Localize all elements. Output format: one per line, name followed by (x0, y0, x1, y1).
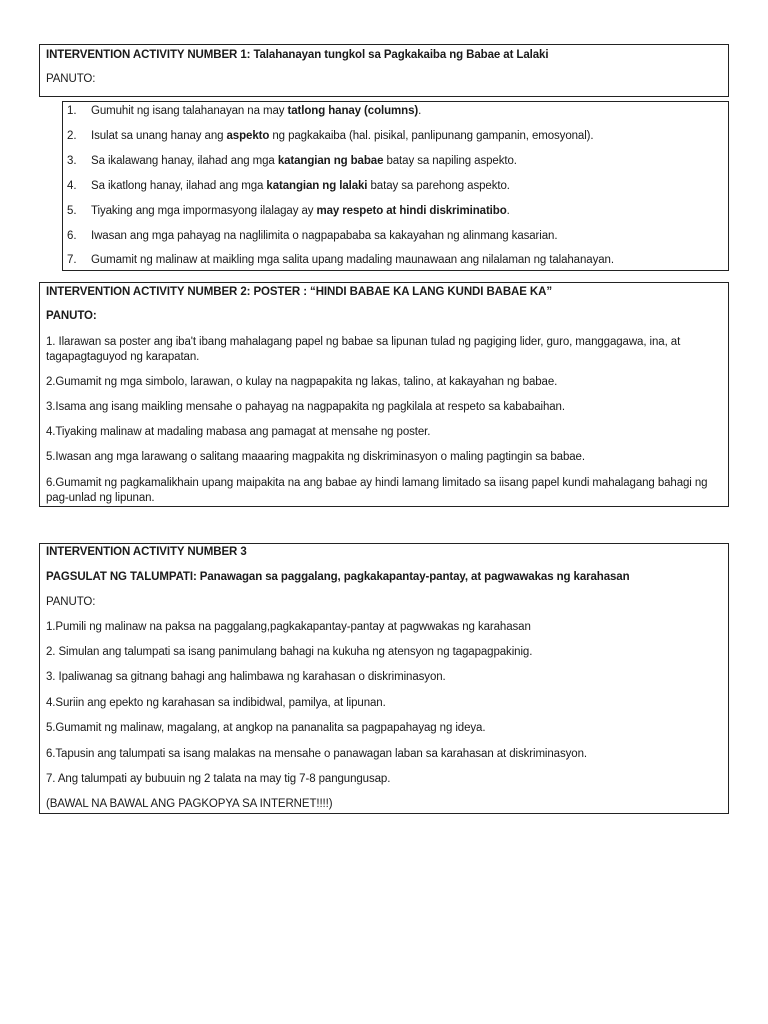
activity2-title: INTERVENTION ACTIVITY NUMBER 2: POSTER : “HINDI BABAE KA LANG KUNDI BABAE KA” (46, 286, 552, 298)
activity2-item-4: 4.Tiyaking malinaw at madaling mabasa ang pamagat at mensahe ng poster. (46, 426, 431, 438)
activity1-header-box (39, 44, 729, 97)
item-text-bold: aspekto (226, 130, 270, 142)
item-text-post: . (506, 205, 510, 217)
item-text-post: batay sa napiling aspekto. (383, 155, 517, 167)
item-text-pre: Tiyaking ang mga impormasyong ilalagay ay (91, 205, 317, 217)
list-item (63, 130, 728, 146)
list-item (63, 205, 728, 221)
activity1-instructions-list (62, 101, 729, 271)
list-item (63, 180, 728, 196)
list-item (63, 155, 728, 171)
activity3-item-3: 3. Ipaliwanag sa gitnang bahagi ang halimbawa ng karahasan o diskriminasyon. (46, 671, 446, 683)
activity2-item-6: 6.Gumamit ng pagkamalikhain upang maipakita na ang babae ay hindi lamang limitado sa iisang papel kundi mahalagang bahagi ng pag-unlad ng lipunan. (46, 477, 708, 504)
item-text (91, 254, 614, 266)
item-number: 5. (67, 205, 77, 217)
item-text-post: . (418, 105, 422, 117)
item-text-pre: Iwasan ang mga pahayag na naglilimita o nagpapababa sa kakayahan ng alinmang kasarian. (91, 230, 558, 242)
activity3-footer-note: (BAWAL NA BAWAL ANG PAGKOPYA SA INTERNET!!!!) (46, 798, 333, 810)
item-text (91, 105, 421, 117)
activity2-panuto: PANUTO: (46, 310, 97, 322)
item-number: 3. (67, 155, 77, 167)
list-item (63, 105, 728, 121)
activity3-item-1: 1.Pumili ng malinaw na paksa na paggalang,pagkakapantay-pantay at pagwwakas ng karahasan (46, 621, 531, 633)
activity3-item-5: 5.Gumamit ng malinaw, magalang, at angkop na pananalita sa pagpapahayag ng ideya. (46, 722, 486, 734)
activity3-subtitle: PAGSULAT NG TALUMPATI: Panawagan sa paggalang, pagkakapantay-pantay, at pagwawakas ng karahasan (46, 571, 630, 583)
item-text-post: ng pagkakaiba (hal. pisikal, panlipunang gampanin, emosyonal). (269, 130, 594, 142)
item-text-pre: Gumamit ng malinaw at maikling mga salita upang madaling maunawaan ang nilalaman ng talahanayan. (91, 254, 614, 266)
item-number: 1. (67, 105, 77, 117)
item-text-post: batay sa parehong aspekto. (367, 180, 510, 192)
activity3-box (39, 543, 729, 814)
item-number: 6. (67, 230, 77, 242)
activity3-item-2: 2. Simulan ang talumpati sa isang panimulang bahagi na kukuha ng atensyon ng tagapagpakinig. (46, 646, 533, 658)
item-text (91, 130, 594, 142)
activity2-item-5: 5.Iwasan ang mga larawang o salitang maaaring magpakita ng diskriminasyon o maling pagtingin sa babae. (46, 451, 585, 463)
activity2-item-1: 1. Ilarawan sa poster ang iba't ibang mahalagang papel ng babae sa lipunan tulad ng pagiging lider, guro, manggagawa, ina, at tagapagtaguyod ng karapatan. (46, 336, 681, 363)
item-text-bold: katangian ng lalaki (266, 180, 368, 192)
item-text-pre: Gumuhit ng isang talahanayan na may (91, 105, 288, 117)
item-text-bold: tatlong hanay (columns) (287, 105, 419, 117)
item-text (91, 205, 510, 217)
activity3-panuto: PANUTO: (46, 596, 96, 608)
activity3-item-4: 4.Suriin ang epekto ng karahasan sa indibidwal, pamilya, at lipunan. (46, 697, 386, 709)
item-number: 4. (67, 180, 77, 192)
item-number: 7. (67, 254, 77, 266)
activity2-item-2: 2.Gumamit ng mga simbolo, larawan, o kulay na nagpapakita ng lakas, talino, at kakayahan ng babae. (46, 376, 558, 388)
item-text (91, 230, 557, 242)
item-text-pre: Sa ikalawang hanay, ilahad ang mga (91, 155, 278, 167)
activity3-title: INTERVENTION ACTIVITY NUMBER 3 (46, 546, 247, 558)
activity2-item-3: 3.Isama ang isang maikling mensahe o pahayag na nagpapakita ng pagkilala at respeto sa kababaihan. (46, 401, 565, 413)
list-item (63, 254, 728, 270)
item-number: 2. (67, 130, 77, 142)
activity2-box (39, 282, 729, 507)
activity1-title: INTERVENTION ACTIVITY NUMBER 1: Talahanayan tungkol sa Pagkakaiba ng Babae at Lalaki (46, 49, 549, 61)
list-item (63, 230, 728, 246)
activity3-item-6: 6.Tapusin ang talumpati sa isang malakas na mensahe o panawagan laban sa karahasan at diskriminasyon. (46, 748, 587, 760)
activity3-item-7: 7. Ang talumpati ay bubuuin ng 2 talata na may tig 7-8 pangungusap. (46, 773, 391, 785)
item-text-bold: may respeto at hindi diskriminatibo (316, 205, 507, 217)
activity1-panuto: PANUTO: (46, 73, 96, 85)
item-text-pre: Isulat sa unang hanay ang (91, 130, 227, 142)
item-text-bold: katangian ng babae (277, 155, 384, 167)
item-text-pre: Sa ikatlong hanay, ilahad ang mga (91, 180, 267, 192)
item-text (91, 180, 510, 192)
item-text (91, 155, 517, 167)
